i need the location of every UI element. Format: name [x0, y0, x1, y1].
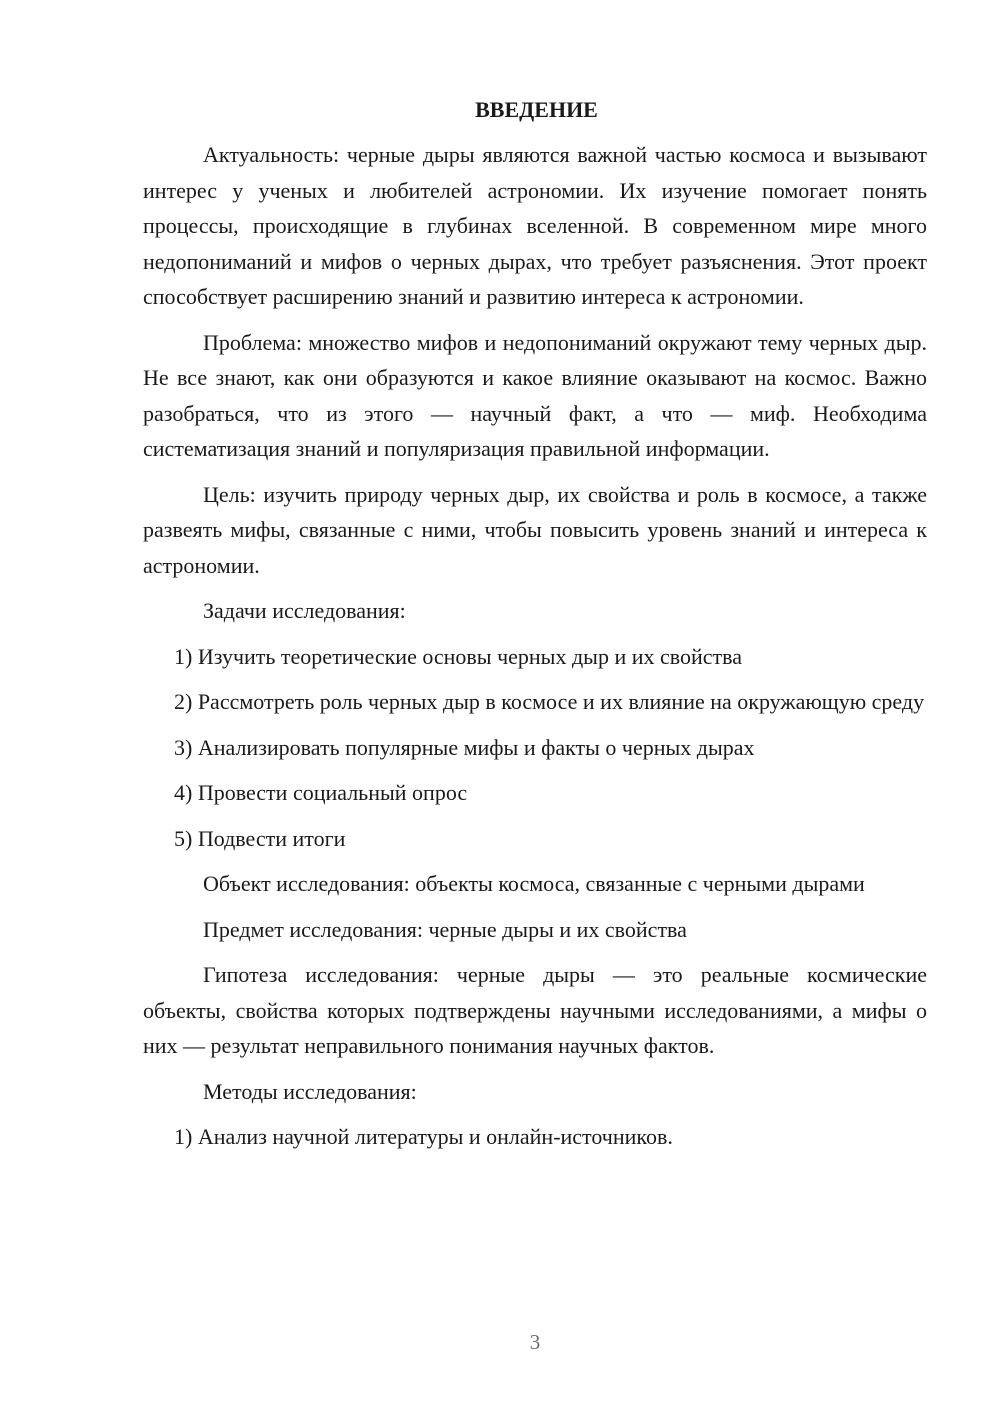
- task-item-1: 1) Изучить теоретические основы черных дыр и их свойства: [174, 643, 743, 669]
- method-item-1: 1) Анализ научной литературы и онлайн-источников.: [174, 1124, 673, 1149]
- page-number: 3: [529, 1330, 541, 1354]
- task-item-5: 5) Подвести итоги: [174, 825, 346, 851]
- subject-paragraph: Предмет исследования: черные дыры и их свойства: [203, 916, 687, 942]
- section-title: ВВЕДЕНИЕ: [475, 97, 598, 122]
- task-item-2: 2) Рассмотреть роль черных дыр в космосе и их влияние на окружающую среду: [174, 689, 925, 714]
- goal-paragraph: Цель: изучить природу черных дыр, их свойства и роль в космосе, а также развеять мифы, связанные с ними, чтобы повысить уровень знаний и интереса к астрономии.: [143, 481, 927, 578]
- task-item-4: 4) Провести социальный опрос: [174, 780, 468, 805]
- tasks-heading: Задачи исследования:: [203, 598, 406, 623]
- relevance-paragraph: Актуальность: черные дыры являются важной частью космоса и вызывают интерес у ученых и любителей астрономии. Их изучение помогает понять процессы, происходящие в глубинах вселенной. В современном мире много недопониманий и мифов о черных дырах, что требует разъяснения. Этот проект способствует расширению знаний и развитию интереса к астрономии.: [143, 142, 927, 309]
- hypothesis-paragraph: Гипотеза исследования: черные дыры — это реальные космические объекты, свойства которых подтверждены научными исследованиями, а мифы о них — результат неправильного понимания научных фактов.: [143, 962, 927, 1058]
- object-paragraph: Объект исследования: объекты космоса, связанные с черными дырами: [203, 871, 865, 896]
- task-item-3: 3) Анализировать популярные мифы и факты о черных дырах: [174, 734, 755, 760]
- methods-heading: Методы исследования:: [203, 1078, 417, 1104]
- problem-paragraph: Проблема: множество мифов и недопониманий окружают тему черных дыр. Не все знают, как они образуются и какое влияние оказывают на космос. Важно разобраться, что из этого — научный факт, а что — миф. Необходима систематизация знаний и популяризация правильной информации.: [143, 329, 927, 461]
- document-body: [143, 92, 927, 1165]
